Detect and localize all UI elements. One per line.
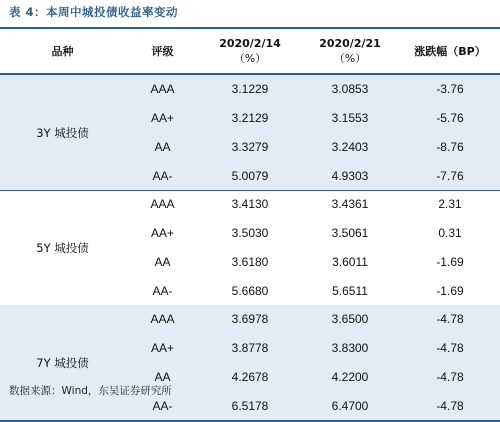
table-row: [125, 133, 500, 162]
yield-date2-cell: 3.8300: [331, 341, 369, 356]
rating-cell: AA-: [152, 398, 173, 413]
yield-date2-cell: 3.0853: [331, 82, 369, 97]
tenor-group-label: 5Y 城投债: [36, 240, 89, 255]
change-bp-cell: -1.69: [436, 254, 464, 269]
yield-date1-cell: 6.5178: [231, 398, 269, 413]
table-row: [125, 391, 500, 420]
yield-date2-cell: 6.4700: [331, 398, 369, 413]
yield-date1-cell: 3.6978: [231, 312, 269, 327]
table-row: [125, 276, 500, 305]
yield-date1-cell: 3.2129: [231, 111, 269, 126]
table-row: [125, 248, 500, 277]
yield-date2-cell: 4.2200: [331, 369, 369, 384]
yield-date1-cell: 3.6180: [231, 254, 269, 269]
table-row: [125, 363, 500, 392]
tenor-group: [0, 305, 500, 420]
change-bp-cell: -7.76: [436, 168, 464, 183]
change-bp-cell: 2.31: [438, 197, 462, 212]
table-row: [125, 104, 500, 133]
change-bp-cell: -4.78: [436, 312, 464, 327]
rating-cell: AA: [154, 369, 171, 384]
yield-date1-cell: 3.1229: [231, 82, 269, 97]
table-title: 表 4：本周中城投债收益率变动: [9, 5, 179, 19]
yield-date2-cell: 3.2403: [331, 139, 369, 154]
table-row: [125, 334, 500, 363]
header-date2: [300, 29, 400, 73]
yield-date2-cell: 3.1553: [331, 111, 369, 126]
source-note: 数据来源：Wind，东吴证券研究所: [9, 385, 172, 397]
yield-date2-cell: 3.4361: [331, 197, 369, 212]
rating-cell: AA: [154, 254, 171, 269]
yield-date2-cell: 3.6500: [331, 312, 369, 327]
rating-cell: AA: [154, 139, 171, 154]
yield-date2-cell: 3.5061: [331, 226, 369, 241]
rating-cell: AA-: [152, 168, 173, 183]
change-bp-cell: -3.76: [436, 82, 464, 97]
yield-date1-cell: 5.0079: [231, 168, 269, 183]
yield-date1-cell: 3.5030: [231, 226, 269, 241]
rating-cell: AAA: [150, 197, 175, 212]
header-date2-line2: （%）: [333, 52, 367, 65]
yield-date1-cell: 3.3279: [231, 139, 269, 154]
change-bp-cell: -4.78: [436, 398, 464, 413]
yield-date1-cell: 3.8778: [231, 341, 269, 356]
table-row: [125, 305, 500, 334]
yield-date2-cell: 3.6011: [332, 254, 368, 269]
table-row: [125, 219, 500, 248]
change-bp-cell: -1.69: [436, 283, 464, 298]
yield-date2-cell: 4.9303: [331, 168, 369, 183]
yield-date1-cell: 5.6680: [231, 283, 269, 298]
change-bp-cell: 0.31: [438, 226, 462, 241]
header-variety-label: 品种: [51, 44, 74, 58]
table-row: [125, 75, 500, 104]
change-bp-cell: -8.76: [436, 139, 464, 154]
header-rating-label: 评级: [151, 44, 174, 58]
header-change-label: 涨跌幅（BP）: [414, 44, 486, 58]
table-header: [0, 29, 500, 73]
yield-date1-cell: 3.4130: [231, 197, 269, 212]
change-bp-cell: -4.78: [436, 369, 464, 384]
rating-cell: AAA: [150, 82, 175, 97]
change-bp-cell: -4.78: [436, 341, 464, 356]
tenor-group-label: 3Y 城投债: [36, 125, 89, 140]
tenor-group: [0, 190, 500, 305]
tenor-group: [0, 75, 500, 190]
header-rating: [125, 29, 200, 73]
rating-cell: AA+: [150, 226, 174, 241]
rating-cell: AA-: [152, 283, 173, 298]
change-bp-cell: -5.76: [436, 111, 464, 126]
header-date1-line1: 2020/2/14: [219, 37, 281, 50]
tenor-group-label: 7Y 城投债: [36, 355, 89, 370]
rating-cell: AA+: [150, 111, 174, 126]
header-date1-line2: （%）: [233, 52, 267, 65]
yield-date2-cell: 5.6511: [332, 283, 368, 298]
header-date1: [200, 29, 300, 73]
rating-cell: AA+: [150, 341, 174, 356]
header-date2-line1: 2020/2/21: [319, 37, 381, 50]
yield-date1-cell: 4.2678: [231, 369, 269, 384]
header-variety: [0, 29, 125, 73]
table-row: [125, 190, 500, 219]
table-row: [125, 161, 500, 190]
header-change: [400, 29, 500, 73]
rating-cell: AAA: [150, 312, 175, 327]
